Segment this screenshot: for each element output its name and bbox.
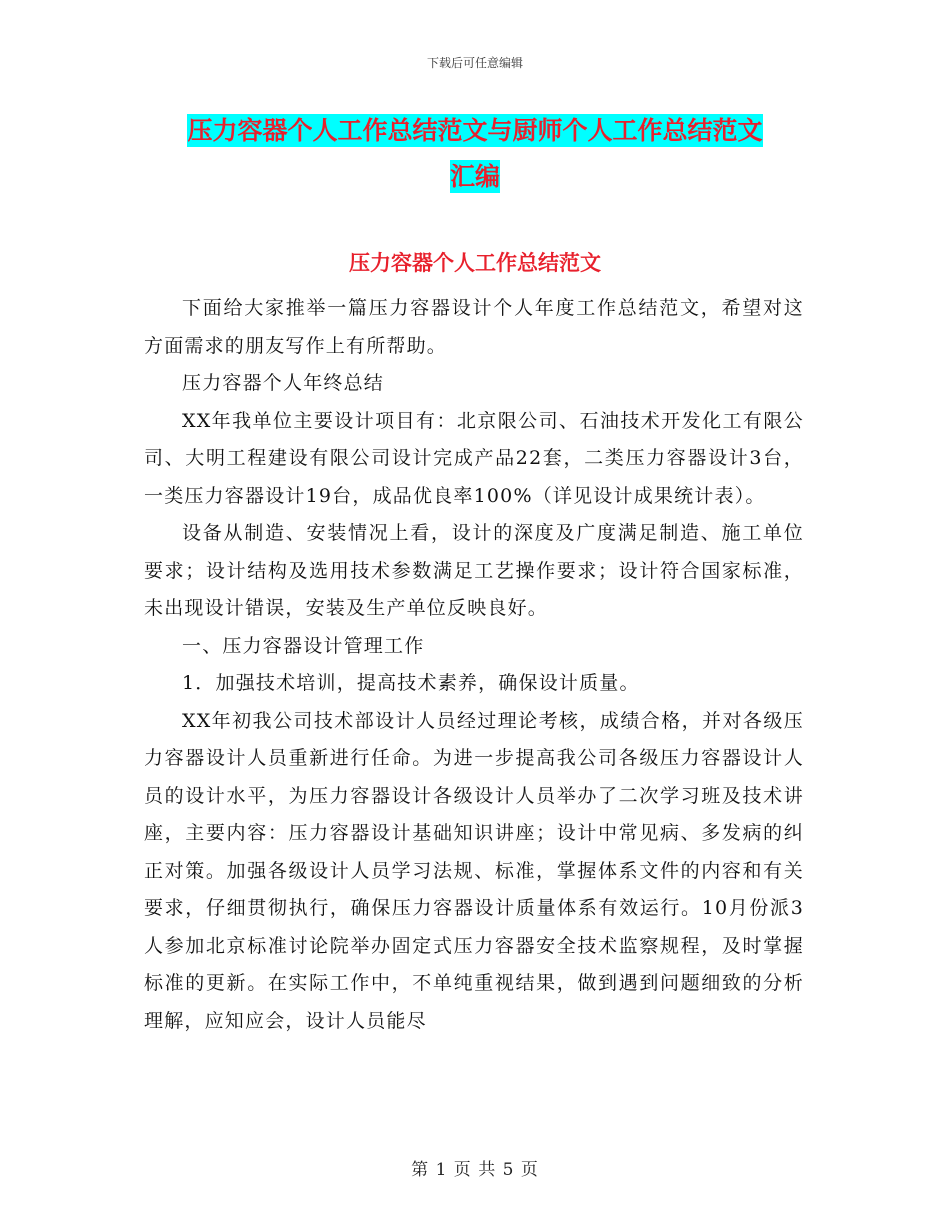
document-title-line-1: 压力容器个人工作总结范文与厨师个人工作总结范文 <box>187 116 763 145</box>
page-footer: 第 1 页 共 5 页 <box>411 1160 539 1180</box>
paragraph-training-details: XX年初我公司技术部设计人员经过理论考核，成绩合格，并对各级压力容器设计人员重新进行任命。为进一步提高我公司各级压力容器设计人员的设计水平，为压力容器设计各级设计人员举办了二次学习班及技术讲座，主要内容：压力容器设计基础知识讲座；设计中常见病、多发病的纠正对策。加强各级设计人员学习法规、标准，掌握体系文件的内容和有关要求，仔细贯彻执行，确保压力容器设计质量体系有效运行。10月份派3人参加北京标准讨论院举办固定式压力容器安全技术监察规程，及时掌握标准的更新。在实际工作中，不单纯重视结果，做到遇到问题细致的分析理解，应知应会，设计人员能尽 <box>144 709 804 1032</box>
paragraph-subtitle: 压力容器个人年终总结 <box>182 372 385 394</box>
paragraph-feedback: 设备从制造、安装情况上看，设计的深度及广度满足制造、施工单位要求；设计结构及选用技术参数满足工艺操作要求；设计符合国家标准，未出现设计错误，安装及生产单位反映良好。 <box>144 522 804 619</box>
paragraph-projects: XX年我单位主要设计项目有：北京限公司、石油技术开发化工有限公司、大明工程建设有限公司设计完成产品22套，二类压力容器设计3台，一类压力容器设计19台，成品优良率100%（详见设计成果统计表）。 <box>144 409 804 507</box>
paragraph-heading-training: 1．加强技术培训，提高技术素养，确保设计质量。 <box>182 672 640 694</box>
paragraph-intro: 下面给大家推举一篇压力容器设计个人年度工作总结范文，希望对这方面需求的朋友写作上有所帮助。 <box>144 297 804 357</box>
document-body <box>144 290 804 1040</box>
paragraph-heading-management: 一、压力容器设计管理工作 <box>182 634 425 657</box>
document-title <box>140 108 810 200</box>
document-title-line-2: 汇编 <box>449 162 500 191</box>
header-note: 下载后可任意编辑 <box>426 56 523 70</box>
section-title: 压力容器个人工作总结范文 <box>349 251 601 275</box>
